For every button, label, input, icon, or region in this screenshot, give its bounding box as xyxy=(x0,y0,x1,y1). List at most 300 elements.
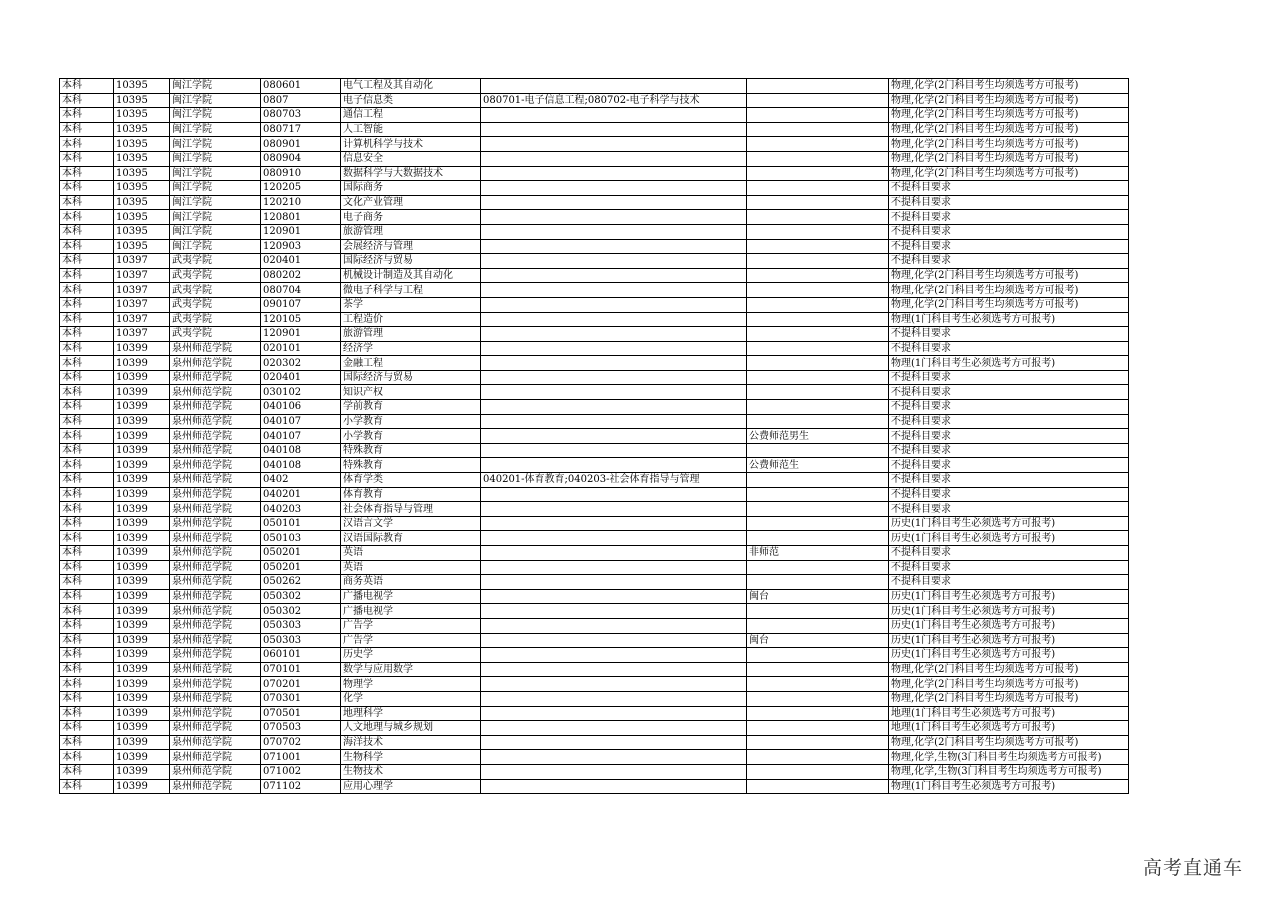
major-name-cell: 体育学类 xyxy=(341,473,481,488)
school-code-cell: 10399 xyxy=(114,779,170,794)
subject-requirement-cell: 不提科目要求 xyxy=(889,443,1129,458)
major-code-cell: 120903 xyxy=(261,239,341,254)
subject-requirement-cell: 物理(1门科目考生必须选考方可报考) xyxy=(889,779,1129,794)
included-majors-cell xyxy=(481,546,747,561)
remark-cell xyxy=(747,93,889,108)
major-name-cell: 广告学 xyxy=(341,633,481,648)
major-name-cell: 地理科学 xyxy=(341,706,481,721)
table-row xyxy=(60,473,1129,488)
remark-cell xyxy=(747,779,889,794)
level-cell: 本科 xyxy=(60,195,114,210)
school-name-cell: 泉州师范学院 xyxy=(170,429,261,444)
table-row xyxy=(60,779,1129,794)
remark-cell xyxy=(747,356,889,371)
level-cell: 本科 xyxy=(60,181,114,196)
school-code-cell: 10399 xyxy=(114,502,170,517)
major-name-cell: 微电子科学与工程 xyxy=(341,283,481,298)
major-name-cell: 会展经济与管理 xyxy=(341,239,481,254)
subject-requirement-cell: 不提科目要求 xyxy=(889,210,1129,225)
major-name-cell: 物理学 xyxy=(341,677,481,692)
school-name-cell: 闽江学院 xyxy=(170,151,261,166)
school-name-cell: 泉州师范学院 xyxy=(170,706,261,721)
remark-cell xyxy=(747,210,889,225)
subject-requirement-cell: 历史(1门科目考生必须选考方可报考) xyxy=(889,516,1129,531)
subject-requirement-cell: 物理,化学(2门科目考生均须选考方可报考) xyxy=(889,297,1129,312)
level-cell: 本科 xyxy=(60,458,114,473)
school-name-cell: 泉州师范学院 xyxy=(170,458,261,473)
school-name-cell: 泉州师范学院 xyxy=(170,779,261,794)
major-code-cell: 020401 xyxy=(261,370,341,385)
subject-requirement-cell: 不提科目要求 xyxy=(889,560,1129,575)
included-majors-cell xyxy=(481,648,747,663)
major-code-cell: 070101 xyxy=(261,662,341,677)
watermark-logo-text: 高考直通车 xyxy=(1143,857,1244,879)
school-code-cell: 10399 xyxy=(114,414,170,429)
major-code-cell: 080601 xyxy=(261,79,341,94)
major-name-cell: 体育教育 xyxy=(341,487,481,502)
table-row xyxy=(60,764,1129,779)
school-code-cell: 10399 xyxy=(114,531,170,546)
major-code-cell: 050303 xyxy=(261,633,341,648)
subject-requirement-cell: 地理(1门科目考生必须选考方可报考) xyxy=(889,706,1129,721)
school-name-cell: 武夷学院 xyxy=(170,283,261,298)
level-cell: 本科 xyxy=(60,764,114,779)
included-majors-cell xyxy=(481,341,747,356)
subject-requirement-cell: 历史(1门科目考生必须选考方可报考) xyxy=(889,531,1129,546)
major-name-cell: 工程造价 xyxy=(341,312,481,327)
included-majors-cell: 080701-电子信息工程;080702-电子科学与技术 xyxy=(481,93,747,108)
school-code-cell: 10399 xyxy=(114,341,170,356)
remark-cell xyxy=(747,297,889,312)
school-code-cell: 10399 xyxy=(114,385,170,400)
school-code-cell: 10395 xyxy=(114,239,170,254)
included-majors-cell xyxy=(481,370,747,385)
school-code-cell: 10399 xyxy=(114,443,170,458)
school-name-cell: 闽江学院 xyxy=(170,239,261,254)
major-name-cell: 人文地理与城乡规划 xyxy=(341,721,481,736)
level-cell: 本科 xyxy=(60,93,114,108)
school-code-cell: 10399 xyxy=(114,618,170,633)
major-code-cell: 050302 xyxy=(261,604,341,619)
included-majors-cell xyxy=(481,531,747,546)
level-cell: 本科 xyxy=(60,400,114,415)
included-majors-cell xyxy=(481,166,747,181)
included-majors-cell xyxy=(481,385,747,400)
level-cell: 本科 xyxy=(60,604,114,619)
included-majors-cell xyxy=(481,721,747,736)
table-row xyxy=(60,79,1129,94)
school-code-cell: 10397 xyxy=(114,312,170,327)
table-row xyxy=(60,414,1129,429)
remark-cell xyxy=(747,414,889,429)
major-code-cell: 070301 xyxy=(261,691,341,706)
school-code-cell: 10395 xyxy=(114,195,170,210)
remark-cell xyxy=(747,516,889,531)
remark-cell xyxy=(747,312,889,327)
level-cell: 本科 xyxy=(60,151,114,166)
school-name-cell: 闽江学院 xyxy=(170,108,261,123)
level-cell: 本科 xyxy=(60,779,114,794)
remark-cell: 公费师范男生 xyxy=(747,429,889,444)
included-majors-cell xyxy=(481,137,747,152)
major-code-cell: 120105 xyxy=(261,312,341,327)
subject-requirement-cell: 不提科目要求 xyxy=(889,546,1129,561)
table-row xyxy=(60,560,1129,575)
subject-requirement-cell: 不提科目要求 xyxy=(889,370,1129,385)
subject-requirement-cell: 历史(1门科目考生必须选考方可报考) xyxy=(889,633,1129,648)
included-majors-cell xyxy=(481,750,747,765)
major-code-cell: 020401 xyxy=(261,254,341,269)
major-name-cell: 国际商务 xyxy=(341,181,481,196)
school-name-cell: 武夷学院 xyxy=(170,254,261,269)
school-code-cell: 10399 xyxy=(114,458,170,473)
major-name-cell: 生物科学 xyxy=(341,750,481,765)
school-code-cell: 10395 xyxy=(114,122,170,137)
remark-cell: 闽台 xyxy=(747,633,889,648)
remark-cell xyxy=(747,108,889,123)
school-name-cell: 闽江学院 xyxy=(170,195,261,210)
table-row xyxy=(60,341,1129,356)
remark-cell xyxy=(747,181,889,196)
table-row xyxy=(60,750,1129,765)
major-code-cell: 040107 xyxy=(261,414,341,429)
table-row xyxy=(60,195,1129,210)
school-code-cell: 10395 xyxy=(114,79,170,94)
major-name-cell: 应用心理学 xyxy=(341,779,481,794)
remark-cell xyxy=(747,327,889,342)
major-name-cell: 电子信息类 xyxy=(341,93,481,108)
subject-requirement-cell: 不提科目要求 xyxy=(889,327,1129,342)
table-row xyxy=(60,297,1129,312)
remark-cell xyxy=(747,764,889,779)
subject-requirement-cell: 物理,化学(2门科目考生均须选考方可报考) xyxy=(889,662,1129,677)
table-row xyxy=(60,502,1129,517)
school-name-cell: 泉州师范学院 xyxy=(170,385,261,400)
level-cell: 本科 xyxy=(60,341,114,356)
major-name-cell: 小学教育 xyxy=(341,414,481,429)
remark-cell xyxy=(747,677,889,692)
remark-cell xyxy=(747,195,889,210)
level-cell: 本科 xyxy=(60,502,114,517)
major-code-cell: 020302 xyxy=(261,356,341,371)
school-code-cell: 10395 xyxy=(114,108,170,123)
table-row xyxy=(60,93,1129,108)
table-row xyxy=(60,283,1129,298)
major-name-cell: 文化产业管理 xyxy=(341,195,481,210)
major-name-cell: 知识产权 xyxy=(341,385,481,400)
included-majors-cell xyxy=(481,604,747,619)
school-name-cell: 泉州师范学院 xyxy=(170,662,261,677)
level-cell: 本科 xyxy=(60,356,114,371)
major-code-cell: 050303 xyxy=(261,618,341,633)
major-name-cell: 金融工程 xyxy=(341,356,481,371)
subject-requirement-cell: 物理,化学,生物(3门科目考生均须选考方可报考) xyxy=(889,764,1129,779)
table-row xyxy=(60,312,1129,327)
major-name-cell: 电气工程及其自动化 xyxy=(341,79,481,94)
admission-requirements-table xyxy=(59,78,1129,794)
school-name-cell: 泉州师范学院 xyxy=(170,414,261,429)
table-row xyxy=(60,385,1129,400)
table-row xyxy=(60,487,1129,502)
school-code-cell: 10397 xyxy=(114,327,170,342)
subject-requirement-cell: 物理,化学(2门科目考生均须选考方可报考) xyxy=(889,268,1129,283)
subject-requirement-cell: 物理,化学(2门科目考生均须选考方可报考) xyxy=(889,108,1129,123)
included-majors-cell xyxy=(481,210,747,225)
major-code-cell: 080717 xyxy=(261,122,341,137)
level-cell: 本科 xyxy=(60,677,114,692)
included-majors-cell xyxy=(481,633,747,648)
level-cell: 本科 xyxy=(60,254,114,269)
remark-cell: 非师范 xyxy=(747,546,889,561)
table-row xyxy=(60,210,1129,225)
school-name-cell: 闽江学院 xyxy=(170,93,261,108)
level-cell: 本科 xyxy=(60,108,114,123)
school-code-cell: 10399 xyxy=(114,370,170,385)
level-cell: 本科 xyxy=(60,79,114,94)
major-code-cell: 040107 xyxy=(261,429,341,444)
level-cell: 本科 xyxy=(60,224,114,239)
included-majors-cell xyxy=(481,297,747,312)
subject-requirement-cell: 物理,化学(2门科目考生均须选考方可报考) xyxy=(889,93,1129,108)
subject-requirement-cell: 不提科目要求 xyxy=(889,224,1129,239)
school-name-cell: 泉州师范学院 xyxy=(170,677,261,692)
major-code-cell: 070201 xyxy=(261,677,341,692)
included-majors-cell xyxy=(481,181,747,196)
school-code-cell: 10395 xyxy=(114,151,170,166)
remark-cell xyxy=(747,151,889,166)
school-code-cell: 10395 xyxy=(114,166,170,181)
remark-cell xyxy=(747,239,889,254)
level-cell: 本科 xyxy=(60,283,114,298)
included-majors-cell xyxy=(481,516,747,531)
level-cell: 本科 xyxy=(60,575,114,590)
remark-cell xyxy=(747,560,889,575)
school-code-cell: 10399 xyxy=(114,662,170,677)
level-cell: 本科 xyxy=(60,312,114,327)
included-majors-cell xyxy=(481,151,747,166)
table-row xyxy=(60,575,1129,590)
subject-requirement-cell: 物理,化学,生物(3门科目考生均须选考方可报考) xyxy=(889,750,1129,765)
major-name-cell: 电子商务 xyxy=(341,210,481,225)
major-code-cell: 020101 xyxy=(261,341,341,356)
remark-cell xyxy=(747,706,889,721)
included-majors-cell xyxy=(481,677,747,692)
included-majors-cell xyxy=(481,589,747,604)
major-name-cell: 汉语国际教育 xyxy=(341,531,481,546)
school-name-cell: 泉州师范学院 xyxy=(170,633,261,648)
major-name-cell: 历史学 xyxy=(341,648,481,663)
major-code-cell: 080202 xyxy=(261,268,341,283)
major-code-cell: 120210 xyxy=(261,195,341,210)
subject-requirement-cell: 不提科目要求 xyxy=(889,385,1129,400)
included-majors-cell xyxy=(481,662,747,677)
level-cell: 本科 xyxy=(60,589,114,604)
major-code-cell: 080703 xyxy=(261,108,341,123)
school-name-cell: 泉州师范学院 xyxy=(170,560,261,575)
table-row xyxy=(60,137,1129,152)
school-name-cell: 泉州师范学院 xyxy=(170,341,261,356)
table-row xyxy=(60,429,1129,444)
remark-cell xyxy=(747,662,889,677)
included-majors-cell xyxy=(481,706,747,721)
level-cell: 本科 xyxy=(60,473,114,488)
table-row xyxy=(60,443,1129,458)
school-name-cell: 泉州师范学院 xyxy=(170,443,261,458)
major-code-cell: 050201 xyxy=(261,560,341,575)
school-name-cell: 武夷学院 xyxy=(170,327,261,342)
school-name-cell: 闽江学院 xyxy=(170,224,261,239)
school-code-cell: 10399 xyxy=(114,721,170,736)
major-code-cell: 050103 xyxy=(261,531,341,546)
major-code-cell: 050101 xyxy=(261,516,341,531)
major-code-cell: 040106 xyxy=(261,400,341,415)
school-name-cell: 泉州师范学院 xyxy=(170,356,261,371)
level-cell: 本科 xyxy=(60,385,114,400)
school-name-cell: 泉州师范学院 xyxy=(170,648,261,663)
remark-cell xyxy=(747,648,889,663)
subject-requirement-cell: 不提科目要求 xyxy=(889,341,1129,356)
school-code-cell: 10399 xyxy=(114,487,170,502)
subject-requirement-cell: 物理,化学(2门科目考生均须选考方可报考) xyxy=(889,166,1129,181)
school-name-cell: 泉州师范学院 xyxy=(170,473,261,488)
school-name-cell: 泉州师范学院 xyxy=(170,735,261,750)
remark-cell xyxy=(747,750,889,765)
level-cell: 本科 xyxy=(60,531,114,546)
school-code-cell: 10397 xyxy=(114,268,170,283)
remark-cell: 闽台 xyxy=(747,589,889,604)
school-code-cell: 10399 xyxy=(114,560,170,575)
included-majors-cell xyxy=(481,560,747,575)
included-majors-cell xyxy=(481,356,747,371)
major-name-cell: 信息安全 xyxy=(341,151,481,166)
major-code-cell: 120801 xyxy=(261,210,341,225)
included-majors-cell xyxy=(481,254,747,269)
included-majors-cell xyxy=(481,327,747,342)
table-row xyxy=(60,516,1129,531)
remark-cell: 公费师范生 xyxy=(747,458,889,473)
major-name-cell: 生物技术 xyxy=(341,764,481,779)
remark-cell xyxy=(747,502,889,517)
level-cell: 本科 xyxy=(60,122,114,137)
level-cell: 本科 xyxy=(60,662,114,677)
school-name-cell: 泉州师范学院 xyxy=(170,546,261,561)
subject-requirement-cell: 不提科目要求 xyxy=(889,458,1129,473)
subject-requirement-cell: 历史(1门科目考生必须选考方可报考) xyxy=(889,589,1129,604)
school-name-cell: 闽江学院 xyxy=(170,210,261,225)
included-majors-cell xyxy=(481,414,747,429)
school-code-cell: 10395 xyxy=(114,210,170,225)
remark-cell xyxy=(747,122,889,137)
table-row xyxy=(60,400,1129,415)
remark-cell xyxy=(747,79,889,94)
school-code-cell: 10399 xyxy=(114,516,170,531)
remark-cell xyxy=(747,575,889,590)
included-majors-cell xyxy=(481,400,747,415)
major-code-cell: 040108 xyxy=(261,458,341,473)
school-code-cell: 10399 xyxy=(114,691,170,706)
table-row xyxy=(60,224,1129,239)
included-majors-cell xyxy=(481,79,747,94)
major-name-cell: 国际经济与贸易 xyxy=(341,254,481,269)
school-code-cell: 10397 xyxy=(114,297,170,312)
school-name-cell: 闽江学院 xyxy=(170,181,261,196)
school-name-cell: 泉州师范学院 xyxy=(170,575,261,590)
major-name-cell: 广告学 xyxy=(341,618,481,633)
table-row xyxy=(60,691,1129,706)
table-row xyxy=(60,735,1129,750)
included-majors-cell xyxy=(481,764,747,779)
major-name-cell: 茶学 xyxy=(341,297,481,312)
included-majors-cell xyxy=(481,195,747,210)
subject-requirement-cell: 物理,化学(2门科目考生均须选考方可报考) xyxy=(889,677,1129,692)
table-row xyxy=(60,648,1129,663)
major-name-cell: 通信工程 xyxy=(341,108,481,123)
level-cell: 本科 xyxy=(60,414,114,429)
school-name-cell: 泉州师范学院 xyxy=(170,370,261,385)
table-row xyxy=(60,677,1129,692)
major-name-cell: 人工智能 xyxy=(341,122,481,137)
level-cell: 本科 xyxy=(60,691,114,706)
included-majors-cell xyxy=(481,224,747,239)
school-name-cell: 闽江学院 xyxy=(170,122,261,137)
subject-requirement-cell: 不提科目要求 xyxy=(889,195,1129,210)
table-row xyxy=(60,254,1129,269)
subject-requirement-cell: 不提科目要求 xyxy=(889,414,1129,429)
school-code-cell: 10397 xyxy=(114,283,170,298)
major-name-cell: 商务英语 xyxy=(341,575,481,590)
level-cell: 本科 xyxy=(60,546,114,561)
subject-requirement-cell: 物理,化学(2门科目考生均须选考方可报考) xyxy=(889,151,1129,166)
major-name-cell: 国际经济与贸易 xyxy=(341,370,481,385)
major-name-cell: 学前教育 xyxy=(341,400,481,415)
included-majors-cell xyxy=(481,779,747,794)
major-code-cell: 070702 xyxy=(261,735,341,750)
school-name-cell: 泉州师范学院 xyxy=(170,516,261,531)
included-majors-cell xyxy=(481,691,747,706)
subject-requirement-cell: 历史(1门科目考生必须选考方可报考) xyxy=(889,618,1129,633)
subject-requirement-cell: 物理(1门科目考生必须选考方可报考) xyxy=(889,312,1129,327)
subject-requirement-cell: 不提科目要求 xyxy=(889,473,1129,488)
level-cell: 本科 xyxy=(60,443,114,458)
level-cell: 本科 xyxy=(60,750,114,765)
major-code-cell: 071102 xyxy=(261,779,341,794)
included-majors-cell xyxy=(481,122,747,137)
subject-requirement-cell: 历史(1门科目考生必须选考方可报考) xyxy=(889,604,1129,619)
remark-cell xyxy=(747,385,889,400)
remark-cell xyxy=(747,618,889,633)
table-row xyxy=(60,151,1129,166)
level-cell: 本科 xyxy=(60,429,114,444)
subject-requirement-cell: 物理,化学(2门科目考生均须选考方可报考) xyxy=(889,79,1129,94)
school-code-cell: 10399 xyxy=(114,750,170,765)
included-majors-cell: 040201-体育教育;040203-社会体育指导与管理 xyxy=(481,473,747,488)
remark-cell xyxy=(747,691,889,706)
remark-cell xyxy=(747,721,889,736)
remark-cell xyxy=(747,283,889,298)
school-name-cell: 泉州师范学院 xyxy=(170,764,261,779)
subject-requirement-cell: 不提科目要求 xyxy=(889,575,1129,590)
major-code-cell: 040203 xyxy=(261,502,341,517)
level-cell: 本科 xyxy=(60,210,114,225)
school-name-cell: 泉州师范学院 xyxy=(170,721,261,736)
school-code-cell: 10399 xyxy=(114,633,170,648)
remark-cell xyxy=(747,400,889,415)
included-majors-cell xyxy=(481,458,747,473)
included-majors-cell xyxy=(481,283,747,298)
subject-requirement-cell: 不提科目要求 xyxy=(889,502,1129,517)
table-row xyxy=(60,706,1129,721)
major-name-cell: 英语 xyxy=(341,546,481,561)
